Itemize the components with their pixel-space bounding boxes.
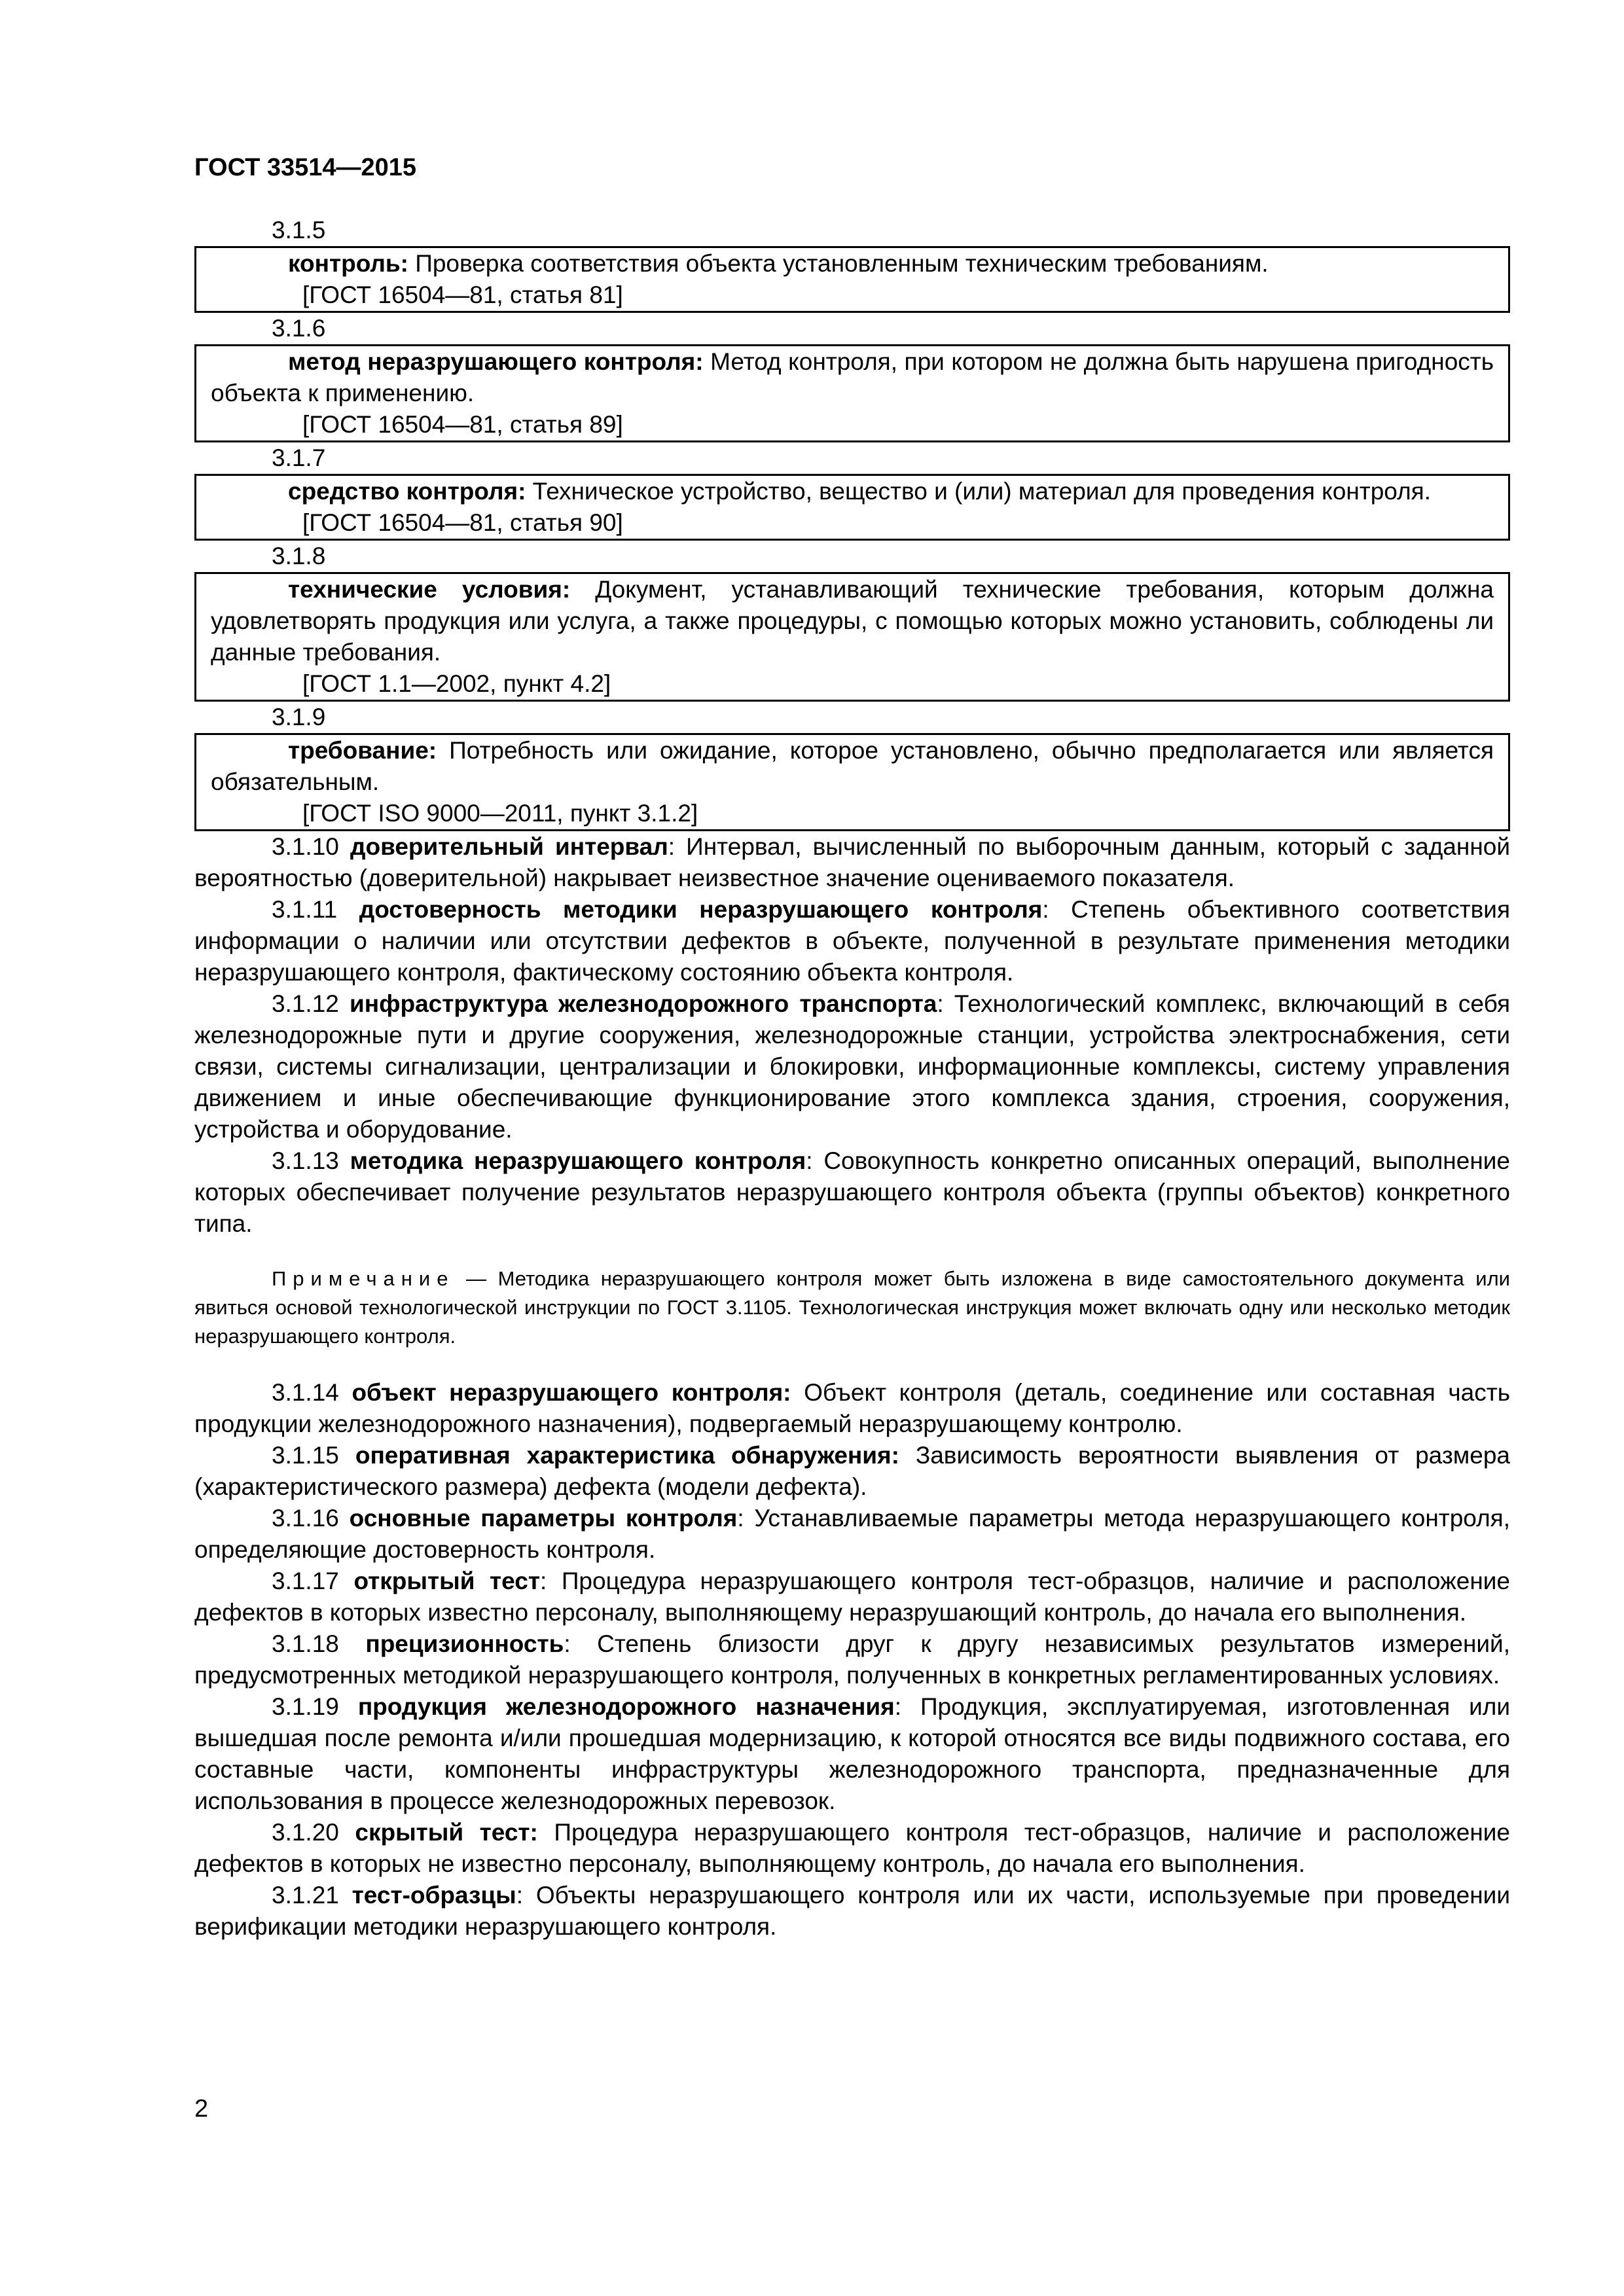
term-number: 3.1.16 <box>272 1505 350 1532</box>
definition-text: Процедура неразрушающего контроля тест-образцов, наличие и расположение дефектов в которых не известно персоналу, выполняющему контроль, до начала его выполнения. <box>194 1819 1510 1877</box>
term-number: 3.1.5 <box>272 217 326 243</box>
term-paragraph <box>194 894 1510 988</box>
term-number: 3.1.7 <box>272 444 326 471</box>
term-reference: [ГОСТ ISO 9000—2011, пункт 3.1.2] <box>302 800 698 827</box>
term-number: 3.1.18 <box>272 1630 366 1657</box>
term-name: технические условия: <box>288 576 571 603</box>
boxed-term <box>194 474 1510 541</box>
term-name: требование: <box>288 737 437 764</box>
term-reference: [ГОСТ 16504—81, статья 90] <box>302 509 623 536</box>
definition-text: : Устанавливаемые параметры метода неразрушающего контроля, определяющие достоверность контроля. <box>194 1505 1510 1563</box>
term-definition <box>211 248 1494 279</box>
term-number: 3.1.15 <box>272 1442 355 1469</box>
term-definition <box>211 574 1494 668</box>
term-name: доверительный интервал <box>350 833 668 860</box>
definition-text: : Объекты неразрушающего контроля или их части, используемые при проведении верификации методики неразрушающего контроля. <box>194 1882 1510 1940</box>
term-reference: [ГОСТ 16504—81, статья 81] <box>302 281 623 308</box>
definition-text: Техническое устройство, вещество и (или) материал для проведения контроля. <box>526 478 1431 505</box>
term-name: тест-образцы <box>352 1882 516 1909</box>
definition-text: : Продукция, эксплуатируемая, изготовленная или вышедшая после ремонта и/или прошедшая модернизацию, к которой относятся все виды подвижного состава, его составные части, компоненты инфраструктуры железнодорожного транспорта, предназначенные для использования в процессе железнодорожных перевозок. <box>194 1693 1510 1814</box>
note-text: — Методика неразрушающего контроля может быть изложена в виде самостоятельного документа или явиться основой технологической инструкции по ГОСТ 3.1105. Технологическая инструкция может включать одну или несколько методик неразрушающего контроля. <box>194 1267 1510 1348</box>
term-name: открытый тест <box>353 1568 540 1594</box>
term-name: инфраструктура железнодорожного транспорта <box>350 990 937 1017</box>
boxed-term <box>194 733 1510 831</box>
term-name: скрытый тест: <box>355 1819 538 1846</box>
term-name: объект неразрушающего контроля: <box>352 1379 791 1406</box>
term-paragraph <box>194 1566 1510 1628</box>
term-definition <box>211 476 1494 507</box>
term-paragraph <box>194 1880 1510 1943</box>
definition-text: : Технологический комплекс, включающий в себя железнодорожные пути и другие сооружения, железнодорожные станции, устройства электроснабжения, сети связи, системы сигнализации, централизации и блокировки, информационные комплексы, систему управления движением и иные обеспечивающие функционирование этого комплекса здания, строения, сооружения, устройства и оборудование. <box>194 990 1510 1143</box>
term-name: прецизионность <box>365 1630 564 1657</box>
term-reference: [ГОСТ 16504—81, статья 89] <box>302 411 623 438</box>
definition-text: Документ, устанавливающий технические требования, которым должна удовлетворять продукция или услуга, а также процедуры, с помощью которых можно установить, соблюдены ли данные требования. <box>211 576 1494 666</box>
term-number: 3.1.6 <box>272 315 326 342</box>
definition-text: : Совокупность конкретно описанных операций, выполнение которых обеспечивает получение результатов неразрушающего контроля объекта (группы объектов) конкретного типа. <box>194 1147 1510 1237</box>
definition-text: : Процедура неразрушающего контроля тест-образцов, наличие и расположение дефектов в которых известно персоналу, выполняющему неразрушающий контроль, до начала его выполнения. <box>194 1568 1510 1626</box>
term-number: 3.1.20 <box>272 1819 355 1846</box>
term-definition <box>211 735 1494 798</box>
definition-text: : Степень близости друг к другу независимых результатов измерений, предусмотренных методикой неразрушающего контроля, полученных в конкретных регламентированных условиях. <box>194 1630 1510 1689</box>
terms-content <box>194 215 1510 1943</box>
definition-text: : Степень объективного соответствия информации о наличии или отсутствии дефектов в объекте, полученной в результате применения методики неразрушающего контроля, фактическому состоянию объекта контроля. <box>194 896 1510 986</box>
term-number: 3.1.21 <box>272 1882 352 1909</box>
term-paragraph <box>194 1628 1510 1691</box>
page-number: 2 <box>194 2095 209 2123</box>
term-name: продукция железнодорожного назначения <box>357 1693 895 1720</box>
note-label: Примечание <box>272 1267 455 1290</box>
document-code-header: ГОСТ 33514—2015 <box>194 154 417 181</box>
boxed-term <box>194 344 1510 442</box>
term-paragraph <box>194 1691 1510 1817</box>
term-number: 3.1.13 <box>272 1147 350 1174</box>
definition-text: Потребность или ожидание, которое установлено, обычно предполагается или является обязательным. <box>211 737 1494 795</box>
definition-text: Метод контроля, при котором не должна быть нарушена пригодность объекта к применению. <box>211 348 1494 406</box>
definition-text: Зависимость вероятности выявления от размера (характеристического размера) дефекта (модели дефекта). <box>194 1442 1510 1500</box>
term-number: 3.1.19 <box>272 1693 358 1720</box>
term-name: метод неразрушающего контроля: <box>288 348 704 375</box>
term-name: оперативная характеристика обнаружения: <box>355 1442 899 1469</box>
term-paragraph <box>194 988 1510 1145</box>
term-paragraph <box>194 1440 1510 1503</box>
definition-text: Объект контроля (деталь, соединение или составная часть продукции железнодорожного назначения), подвергаемый неразрушающему контролю. <box>194 1379 1510 1437</box>
term-number: 3.1.14 <box>272 1379 352 1406</box>
boxed-term <box>194 572 1510 702</box>
term-number: 3.1.10 <box>272 833 350 860</box>
term-name: средство контроля: <box>288 478 526 505</box>
note-paragraph <box>194 1265 1510 1351</box>
term-paragraph <box>194 831 1510 894</box>
term-name: достоверность методики неразрушающего контроля <box>359 896 1043 923</box>
term-name: контроль: <box>288 250 408 277</box>
term-number: 3.1.8 <box>272 543 326 569</box>
term-name: методика неразрушающего контроля <box>350 1147 806 1174</box>
term-reference: [ГОСТ 1.1—2002, пункт 4.2] <box>302 670 611 697</box>
term-definition <box>211 346 1494 409</box>
term-number: 3.1.17 <box>272 1568 354 1594</box>
term-paragraph <box>194 1817 1510 1880</box>
term-name: основные параметры контроля <box>349 1505 738 1532</box>
term-paragraph <box>194 1145 1510 1240</box>
definition-text: Проверка соответствия объекта установленным техническим требованиям. <box>408 250 1269 277</box>
term-number: 3.1.11 <box>272 896 359 923</box>
term-paragraph <box>194 1377 1510 1440</box>
boxed-term <box>194 246 1510 313</box>
term-number: 3.1.12 <box>272 990 350 1017</box>
term-number: 3.1.9 <box>272 704 326 730</box>
term-paragraph <box>194 1503 1510 1566</box>
definition-text: : Интервал, вычисленный по выборочным данным, который с заданной вероятностью (доверительной) накрывает неизвестное значение оцениваемого показателя. <box>194 833 1510 891</box>
